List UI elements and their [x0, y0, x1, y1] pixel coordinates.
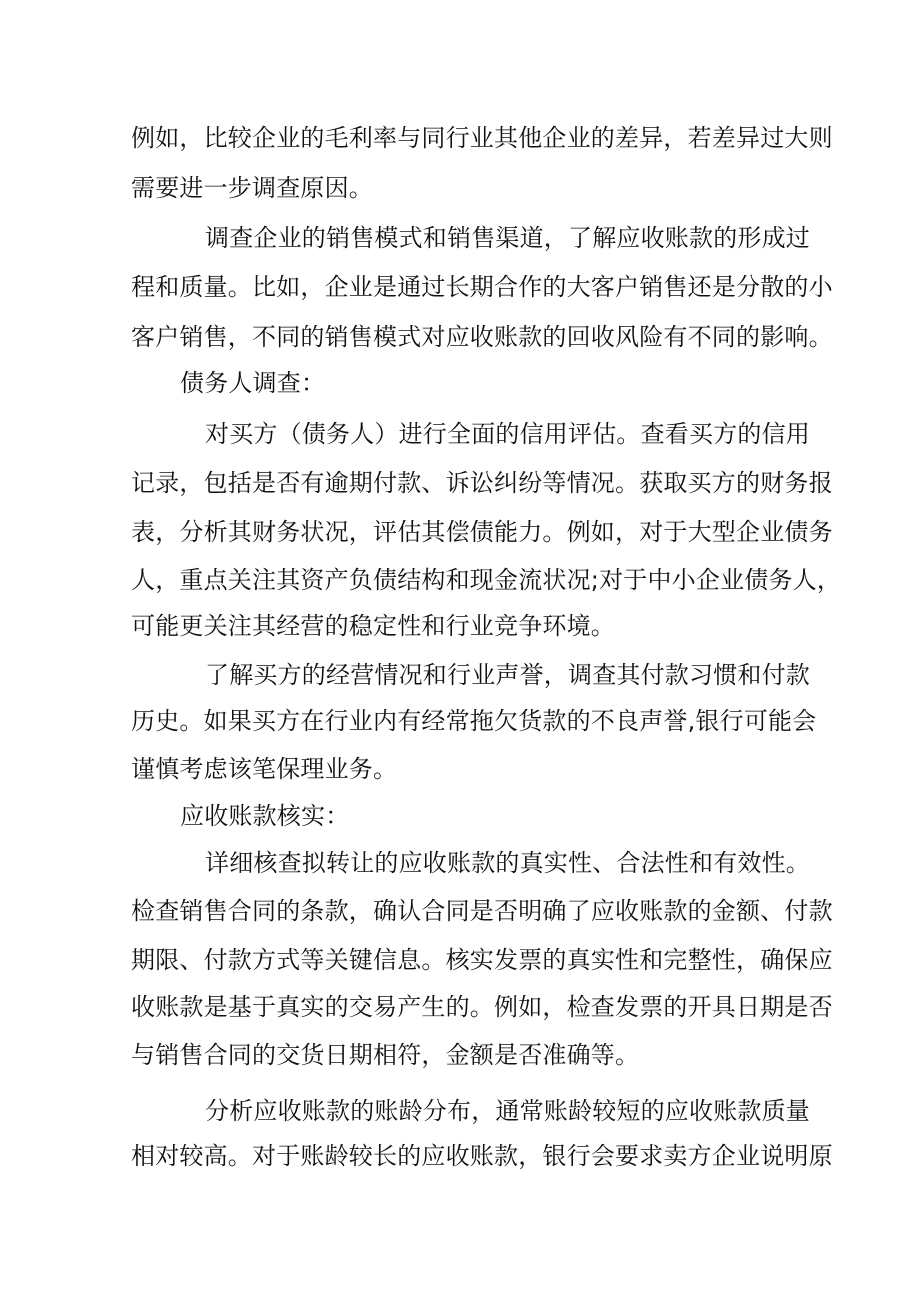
text-line: 调查企业的销售模式和销售渠道，了解应收账款的形成过 [205, 224, 810, 252]
text-line: 可能更关注其经营的稳定性和行业竞争环境。 [131, 612, 615, 640]
text-line: 例如，比较企业的毛利率与同行业其他企业的差异，若差异过大则 [131, 124, 833, 152]
text-line: 历史。如果买方在行业内有经常拖欠货款的不良声誉,银行可能会 [131, 707, 817, 735]
text-line: 了解买方的经营情况和行业声誉，调查其付款习惯和付款 [205, 661, 810, 689]
text-line: 与销售合同的交货日期相符，金额是否准确等。 [131, 1041, 640, 1069]
text-line: 对买方（债务人）进行全面的信用评估。查看买方的信用 [205, 420, 810, 448]
text-line: 客户销售，不同的销售模式对应收账款的回收风险有不同的影响。 [131, 323, 833, 351]
text-line: 相对较高。对于账龄较长的应收账款，银行会要求卖方企业说明原 [131, 1142, 833, 1170]
text-line: 期限、付款方式等关键信息。核实发票的真实性和完整性，确保应 [131, 946, 833, 974]
text-line: 谨慎考虑该笔保理业务。 [131, 755, 398, 783]
text-line: 收账款是基于真实的交易产生的。例如，检查发票的开具日期是否 [131, 993, 833, 1021]
section-heading-debtor: 债务人调查： [180, 369, 326, 397]
text-line: 详细核查拟转让的应收账款的真实性、合法性和有效性。 [205, 849, 810, 877]
text-line: 人，重点关注其资产负债结构和现金流状况;对于中小企业债务人， [131, 566, 842, 594]
text-line: 程和质量。比如，企业是通过长期合作的大客户销售还是分散的小 [131, 273, 833, 301]
text-line: 需要进一步调查原因。 [131, 174, 373, 202]
text-line: 表，分析其财务状况，评估其偿债能力。例如，对于大型企业债务 [131, 518, 833, 546]
section-heading-receivables: 应收账款核实： [180, 802, 350, 830]
text-line: 检查销售合同的条款，确认合同是否明确了应收账款的金额、付款 [131, 897, 833, 925]
text-line: 记录，包括是否有逾期付款、诉讼纠纷等情况。获取买方的财务报 [131, 469, 833, 497]
text-line: 分析应收账款的账龄分布，通常账龄较短的应收账款质量 [205, 1097, 810, 1125]
